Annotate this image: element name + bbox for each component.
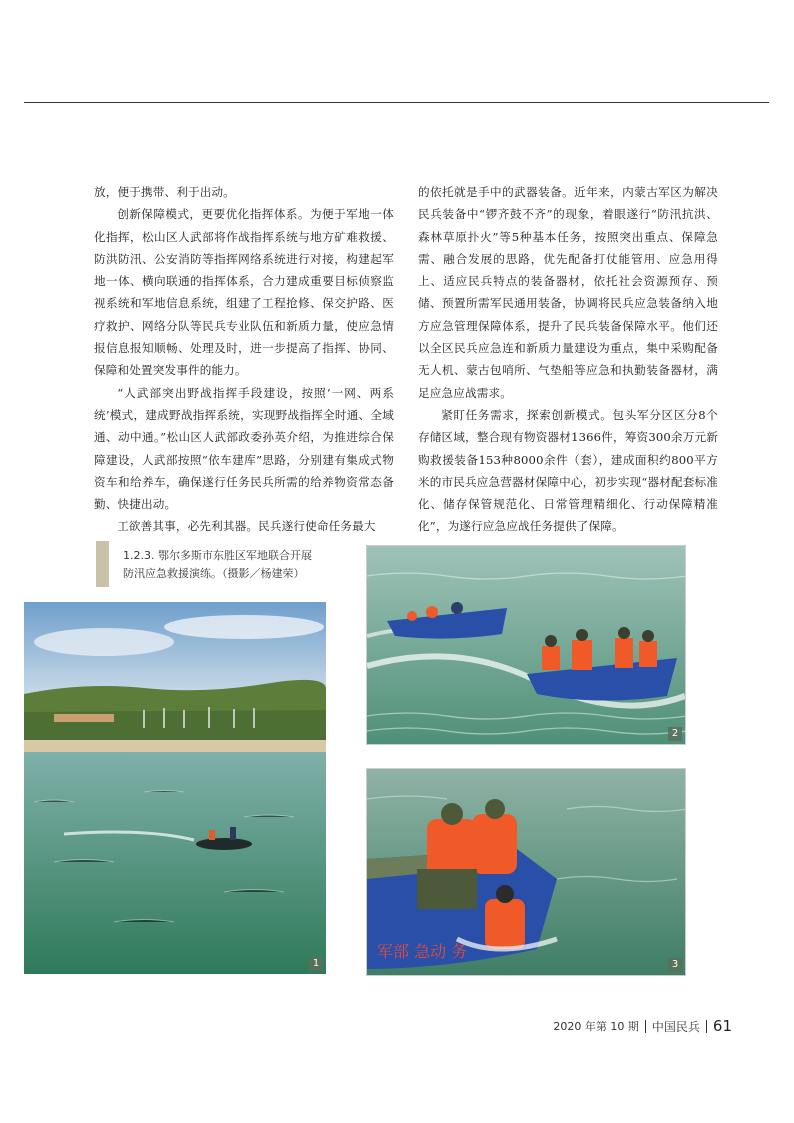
photo-caption (123, 547, 353, 583)
boat-lettering: 军部 急动 务 (377, 942, 468, 961)
caption-accent-bar (96, 541, 109, 587)
paragraph: 放，便于携带、利于出动。 (94, 185, 235, 199)
footer-divider (706, 1020, 707, 1033)
caption-line: 防汛应急救援演练。（摄影／杨建荣） (123, 567, 305, 580)
photo-3-water-rescue (366, 768, 686, 976)
paragraph: 紧盯任务需求，探索创新模式。包头军分区区分8个存储区域，整合现有物资器材1366件，筹资300余万元新购救援装备153种8000余件（套），建成面积约800平方米的市民兵应急营器材保障中心，初步实现“器材配套标准化、储存保管规范化、日常管理精细化、行动保障精准化”，为遂行应急应战任务提供了保障。 (418, 407, 718, 534)
caption-line: 1.2.3. 鄂尔多斯市东胜区军地联合开展 (123, 549, 312, 562)
text-column-right (418, 181, 718, 538)
text-column-left (94, 181, 394, 538)
paragraph: “人武部突出野战指挥手段建设，按照‘一网、两系统’模式，建成野战指挥系统，实现野战指挥全时通、全域通、动中通。”松山区人武部政委孙英介绍，为推进综合保障建设，人武部按照“依车建库”思路，分别建有集成式物资车和给养车，确保遂行任务民兵所需的给养物资常态备勤、快捷出动。 (94, 385, 394, 512)
photo-number: 1 (309, 957, 323, 971)
header-rule (24, 102, 769, 103)
photo-1-lake-boat (24, 602, 326, 974)
photo-number: 3 (668, 958, 682, 972)
paragraph: 工欲善其事，必先利其器。民兵遂行使命任务最大 (117, 519, 376, 534)
page-footer (553, 1017, 732, 1035)
paragraph: 创新保障模式，更要优化指挥体系。为便于军地一体化指挥，松山区人武部将作战指挥系统与地方矿难救援、防洪防汛、公安消防等指挥网络系统进行对接，构建起军地一体、横向联通的指挥体系，合力建成重要目标侦察监视系统和军地信息系统，组建了工程抢修、保交护路、医疗救护、网络分队等民兵专业队伍和新质力量，使应急情报信息报知顺畅、处理及时，进一步提高了指挥、协同、保障和处置突发事件的能力。 (94, 207, 394, 378)
page-number: 61 (712, 1017, 732, 1035)
footer-divider (645, 1020, 646, 1033)
photo-number: 2 (668, 727, 682, 741)
issue-label: 2020 年第 10 期 (553, 1020, 639, 1033)
photo-2-rescue-boats (366, 545, 686, 745)
magazine-name: 中国民兵 (651, 1019, 700, 1034)
paragraph: 的依托就是手中的武器装备。近年来，内蒙古军区为解决民兵装备中“锣齐鼓不齐”的现象，着眼遂行“防汛抗洪、森林草原扑火”等5种基本任务，按照突出重点、保障急需、融合发展的思路，优先配备打仗能管用、应急用得上、适应民兵特点的装备器材，依托社会资源预存、预储、预置所需军民通用装备，协调将民兵应急装备纳入地方应急管理保障体系，提升了民兵装备保障水平。他们还以全区民兵应急连和新质力量建设为重点，集中采购配备无人机、蒙古包哨所、气垫船等应急和执勤装备器材，满足应急应战需求。 (418, 185, 718, 400)
